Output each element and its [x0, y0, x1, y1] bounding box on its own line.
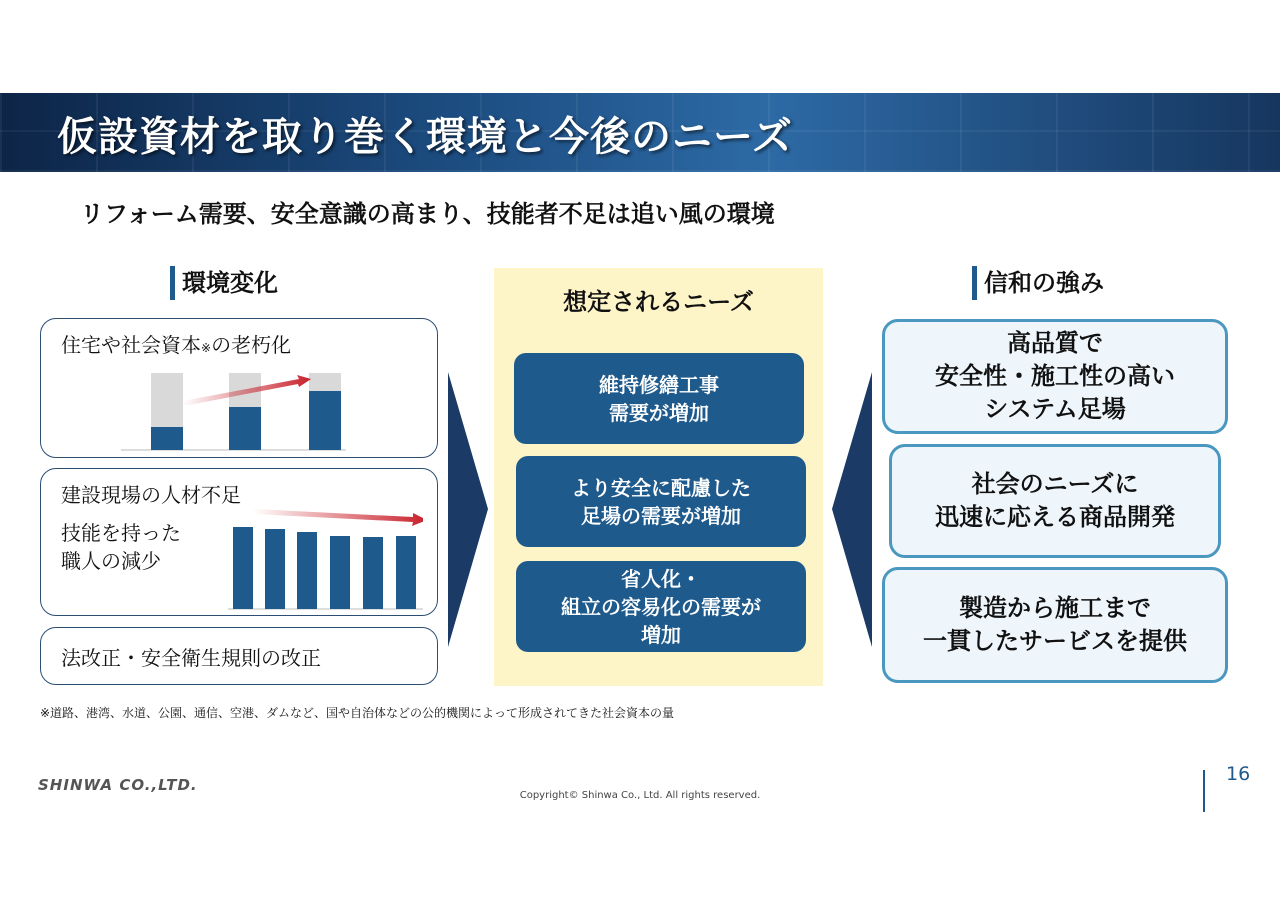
- labor-bar-illustration: [223, 505, 423, 613]
- footnote: ※道路、港湾、水道、公園、通信、空港、ダムなど、国や自治体などの公的機関によって形成されてきた社会資本の量: [40, 706, 675, 720]
- header-environment-change: 環境変化: [170, 266, 278, 300]
- labor-bar-6: [396, 536, 416, 609]
- page-title: 仮設資材を取り巻く環境と今後のニーズ: [57, 114, 793, 160]
- env-item-law-revision: [40, 627, 438, 685]
- title-banner: [0, 93, 1280, 172]
- env-item-law-revision-label: 法改正・安全衛生規則の改正: [61, 646, 321, 670]
- page-number-divider: [1203, 770, 1205, 812]
- env-item-labor-sub-line1: 技能を持った: [61, 521, 181, 545]
- need-maintenance: 維持修繕工事 需要が増加: [514, 353, 804, 444]
- strength-system-scaffolding: 高品質で 安全性・施工性の高い システム足場: [882, 319, 1228, 434]
- page-subtitle: リフォーム需要、安全意識の高まり、技能者不足は追い風の環境: [80, 200, 775, 228]
- company-logo: SHINWA CO.,LTD.: [38, 776, 198, 794]
- labor-bar-2: [265, 529, 285, 609]
- aging-bar-1: [151, 427, 183, 450]
- aging-bar-2: [229, 407, 261, 450]
- env-item-aging: [40, 318, 438, 458]
- labor-bar-3: [297, 532, 317, 609]
- aging-bar-3: [309, 391, 341, 450]
- labor-bar-4: [330, 536, 350, 609]
- need-safer-scaffolding: より安全に配慮した 足場の需要が増加: [516, 456, 806, 547]
- env-item-labor-shortage-label: 建設現場の人材不足: [61, 483, 241, 507]
- needs-panel: [494, 268, 823, 686]
- labor-bar-5: [363, 537, 383, 609]
- right-pointing-arrow-icon: [446, 372, 490, 647]
- decrease-arrow-icon: [253, 509, 423, 526]
- env-item-aging-label: 住宅や社会資本※の老朽化: [61, 333, 292, 357]
- left-pointing-arrow-icon: [830, 372, 874, 647]
- strength-integrated-service: 製造から施工まで 一貫したサービスを提供: [882, 567, 1228, 683]
- copyright-text: Copyright© Shinwa Co., Ltd. All rights reserved.: [519, 790, 761, 801]
- env-item-labor-sub-line2: 職人の減少: [61, 549, 161, 573]
- page-number: 16: [1226, 763, 1251, 785]
- needs-header: 想定されるニーズ: [563, 288, 754, 316]
- need-labor-saving: 省人化・ 組立の容易化の需要が 増加: [516, 561, 806, 652]
- env-item-labor-shortage: [40, 468, 438, 616]
- aging-bar-illustration: [121, 365, 361, 455]
- strength-product-development: 社会のニーズに 迅速に応える商品開発: [889, 444, 1221, 558]
- header-shinwa-strengths: 信和の強み: [972, 266, 1104, 300]
- labor-bar-1: [233, 527, 253, 609]
